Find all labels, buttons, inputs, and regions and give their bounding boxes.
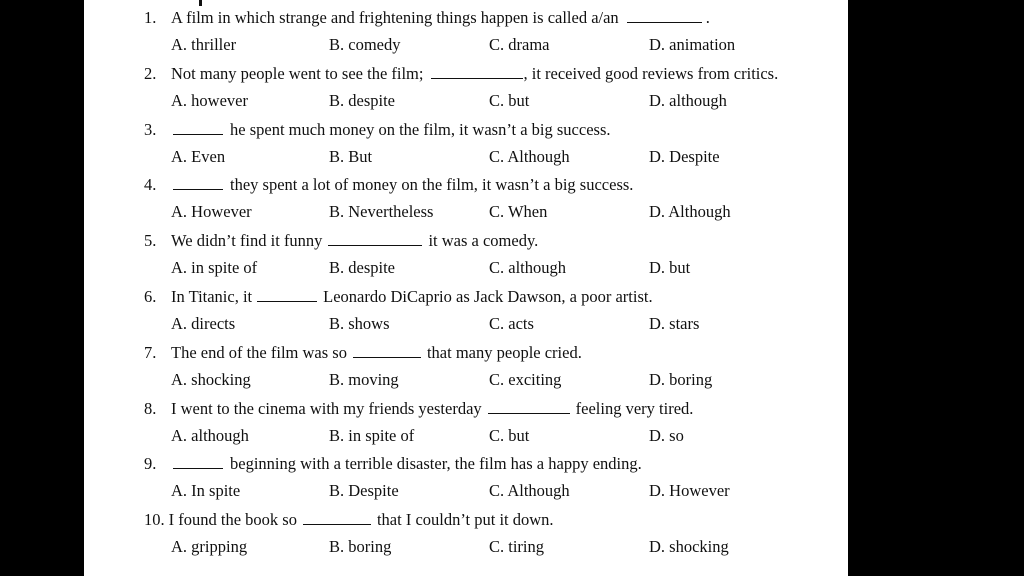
option-d: D. Although	[649, 202, 731, 222]
stem-before: Not many people went to see the film;	[171, 63, 424, 83]
stem-after: .	[705, 8, 710, 27]
option-a: A. shocking	[171, 369, 251, 389]
question-number: 3.	[144, 119, 157, 139]
stem-before: I found the book so	[168, 510, 297, 530]
stem-after: , it received good reviews from critics.	[523, 63, 779, 83]
question-item	[84, 508, 848, 564]
question-stem	[144, 6, 710, 30]
answer-blank	[353, 342, 421, 358]
question-stem	[144, 229, 538, 253]
option-c: C. When	[489, 202, 548, 222]
option-b: B. Nevertheless	[329, 202, 434, 222]
answer-blank	[328, 230, 422, 246]
stem-after: he spent much money on the film, it wasn’t a big success.	[230, 119, 611, 139]
stem-after: that I couldn’t put it down.	[376, 510, 554, 530]
option-c: C. Although	[489, 146, 570, 166]
question-stem	[144, 397, 693, 421]
option-d: D. shocking	[649, 537, 729, 557]
question-item	[84, 62, 848, 118]
stem-after: it was a comedy.	[428, 231, 539, 251]
option-a: A. however	[171, 90, 248, 110]
stem-after: Leonardo DiCaprio as Jack Dawson, a poor artist.	[323, 286, 653, 306]
option-d: D. However	[649, 481, 730, 501]
question-number: 10.	[144, 510, 165, 530]
question-item	[84, 452, 848, 508]
option-b: B. Despite	[329, 481, 399, 501]
worksheet-page	[84, 0, 848, 576]
question-number: 4.	[144, 175, 157, 195]
option-d: D. animation	[649, 35, 736, 54]
option-b: B. comedy	[329, 35, 401, 54]
question-stem	[144, 173, 633, 197]
option-d: D. although	[649, 90, 727, 110]
option-a: A. thriller	[171, 35, 237, 54]
question-number: 2.	[144, 63, 157, 83]
option-b: B. despite	[329, 258, 395, 278]
option-b: B. in spite of	[329, 425, 415, 445]
option-b: B. boring	[329, 537, 392, 557]
question-item	[84, 397, 848, 453]
answer-blank	[627, 7, 702, 23]
question-number: 5.	[144, 231, 157, 251]
stem-before: We didn’t find it funny	[171, 231, 323, 251]
question-number: 9.	[144, 454, 157, 474]
option-a: A. although	[171, 425, 249, 445]
option-c: C. exciting	[489, 369, 562, 389]
option-c: C. although	[489, 258, 566, 278]
option-a: A. Even	[171, 146, 226, 166]
stem-after: feeling very tired.	[575, 398, 694, 418]
answer-blank	[488, 398, 570, 414]
option-a: A. directs	[171, 313, 236, 333]
question-stem	[144, 508, 554, 532]
question-item	[84, 341, 848, 397]
answer-blank	[257, 286, 317, 302]
question-stem	[144, 452, 642, 476]
question-item	[84, 285, 848, 341]
option-d: D. so	[649, 425, 684, 445]
option-c: C. acts	[489, 313, 534, 333]
option-d: D. stars	[649, 313, 700, 333]
question-item	[84, 229, 848, 285]
option-c: C. drama	[489, 35, 550, 54]
option-a: A. In spite	[171, 481, 241, 501]
question-number: 1.	[144, 8, 157, 27]
stem-after: that many people cried.	[426, 342, 582, 362]
option-b: B. despite	[329, 90, 395, 110]
question-stem	[144, 118, 611, 142]
answer-blank	[431, 63, 523, 79]
option-c: C. Although	[489, 481, 570, 501]
option-b: B. shows	[329, 313, 390, 333]
option-c: C. but	[489, 425, 530, 445]
question-item	[84, 118, 848, 174]
question-number: 6.	[144, 286, 157, 306]
stem-before: A film in which strange and frightening things happen is called a/an	[171, 8, 619, 27]
option-d: D. Despite	[649, 146, 720, 166]
question-number: 7.	[144, 342, 157, 362]
question-list	[84, 6, 848, 564]
question-item	[84, 6, 848, 62]
answer-blank	[173, 453, 223, 469]
option-d: D. boring	[649, 369, 713, 389]
option-d: D. but	[649, 258, 691, 278]
stem-before: In Titanic, it	[171, 286, 253, 306]
question-item	[84, 173, 848, 229]
option-b: B. moving	[329, 369, 399, 389]
option-a: A. gripping	[171, 537, 248, 557]
question-stem	[144, 62, 778, 86]
answer-blank	[173, 119, 223, 135]
option-a: A. in spite of	[171, 258, 258, 278]
stem-before: I went to the cinema with my friends yesterday	[171, 398, 482, 418]
question-number: 8.	[144, 398, 157, 418]
option-c: C. but	[489, 90, 530, 110]
stem-after: beginning with a terrible disaster, the film has a happy ending.	[230, 454, 642, 474]
answer-blank	[303, 509, 371, 525]
question-stem	[144, 285, 653, 309]
option-b: B. But	[329, 146, 373, 166]
stem-before: The end of the film was so	[171, 342, 347, 362]
question-stem	[144, 341, 582, 365]
option-c: C. tiring	[489, 537, 545, 557]
stem-after: they spent a lot of money on the film, it wasn’t a big success.	[230, 175, 634, 195]
option-a: A. However	[171, 202, 252, 222]
answer-blank	[173, 174, 223, 190]
